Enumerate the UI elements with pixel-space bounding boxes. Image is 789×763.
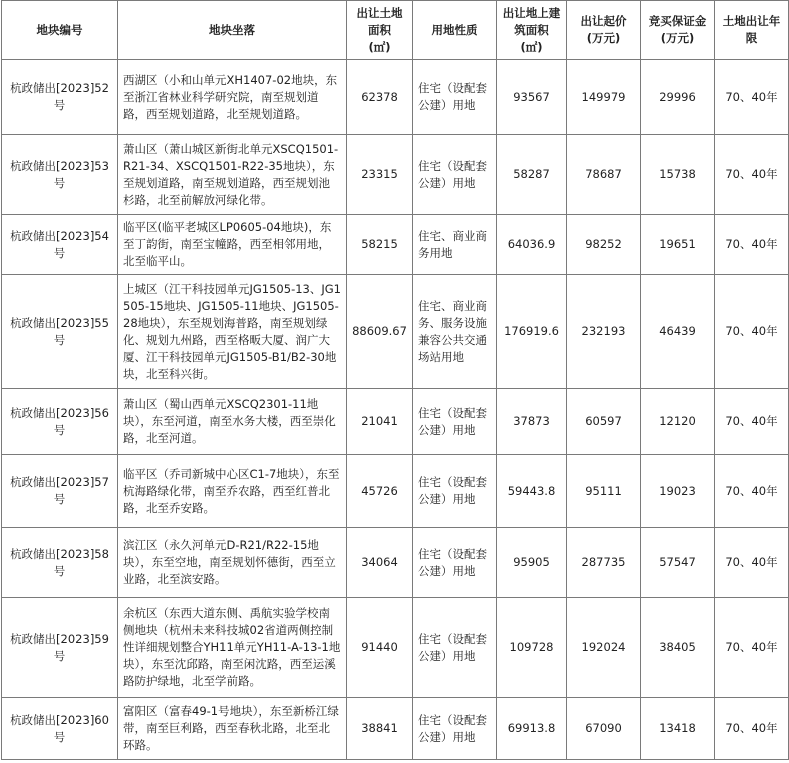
deposit-cell: 46439 — [641, 275, 715, 389]
location-cell: 余杭区（东西大道东侧、禹航实验学校南侧地块（杭州未来科技城02省道两侧控制性详细规划整合YH11单元YH11-A-13-1地块），东至沈邱路，南至闲沈路，西至运溪路防护绿地，北至学前路。 — [118, 598, 347, 698]
deposit-cell: 19023 — [641, 455, 715, 528]
area-cell: 21041 — [347, 389, 413, 455]
term-cell: 70、40年 — [715, 275, 789, 389]
start-price-cell: 98252 — [567, 215, 641, 275]
use-cell: 住宅（设配套公建）用地 — [413, 528, 497, 598]
area-cell: 62378 — [347, 60, 413, 135]
location-cell: 滨江区（永久河单元D-R21/R22-15地块），东至空地，南至规划怀德街，西至立业路，北至滨安路。 — [118, 528, 347, 598]
term-cell: 70、40年 — [715, 215, 789, 275]
table-row — [2, 215, 789, 275]
parcel-id-cell: 杭政储出[2023]60号 — [2, 698, 118, 760]
location-cell: 萧山区（蜀山西单元XSCQ2301-11地块），东至河道，南至水务大楼，西至崇化路，北至河道。 — [118, 389, 347, 455]
area-cell: 58215 — [347, 215, 413, 275]
use-cell: 住宅（设配套公建）用地 — [413, 389, 497, 455]
location-cell: 临平区（乔司新城中心区C1-7地块），东至杭海路绿化带，南至乔农路，西至红普北路，北至乔安路。 — [118, 455, 347, 528]
land-auction-table — [1, 0, 789, 760]
use-cell: 住宅（设配套公建）用地 — [413, 60, 497, 135]
location-cell: 富阳区（富春49-1号地块），东至新桥江绿带，南至巨利路，西至春秋北路，北至北环路。 — [118, 698, 347, 760]
parcel-id-cell: 杭政储出[2023]56号 — [2, 389, 118, 455]
start-price-cell: 67090 — [567, 698, 641, 760]
area-cell: 45726 — [347, 455, 413, 528]
table-row — [2, 60, 789, 135]
header-location: 地块坐落 — [118, 1, 347, 60]
table-row — [2, 455, 789, 528]
area-cell: 88609.67 — [347, 275, 413, 389]
start-price-cell: 287735 — [567, 528, 641, 598]
use-cell: 住宅（设配套公建）用地 — [413, 135, 497, 215]
building-area-cell: 109728 — [497, 598, 567, 698]
deposit-cell: 19651 — [641, 215, 715, 275]
building-area-cell: 176919.6 — [497, 275, 567, 389]
deposit-cell: 12120 — [641, 389, 715, 455]
building-area-cell: 37873 — [497, 389, 567, 455]
term-cell: 70、40年 — [715, 60, 789, 135]
table-row — [2, 698, 789, 760]
parcel-id-cell: 杭政储出[2023]57号 — [2, 455, 118, 528]
building-area-cell: 58287 — [497, 135, 567, 215]
building-area-cell: 69913.8 — [497, 698, 567, 760]
parcel-id-cell: 杭政储出[2023]58号 — [2, 528, 118, 598]
parcel-id-cell: 杭政储出[2023]52号 — [2, 60, 118, 135]
parcel-id-cell: 杭政储出[2023]53号 — [2, 135, 118, 215]
building-area-cell: 95905 — [497, 528, 567, 598]
location-cell: 西湖区（小和山单元XH1407-02地块，东至浙江省林业科学研究院，南至规划道路，西至规划道路，北至规划道路。 — [118, 60, 347, 135]
start-price-cell: 232193 — [567, 275, 641, 389]
table-row — [2, 528, 789, 598]
term-cell: 70、40年 — [715, 698, 789, 760]
start-price-cell: 60597 — [567, 389, 641, 455]
table-row — [2, 135, 789, 215]
use-cell: 住宅（设配套公建）用地 — [413, 455, 497, 528]
header-land-use: 用地性质 — [413, 1, 497, 60]
location-cell: 上城区（江干科技园单元JG1505-13、JG1505-15地块、JG1505-11地块、JG1505-28地块），东至规划海普路，南至规划绿化、规划九州路，西至格畈大厦、润广大厦、江干科技园单元JG1505-B1/B2-30地块，北至科兴街。 — [118, 275, 347, 389]
table-row — [2, 598, 789, 698]
start-price-cell: 78687 — [567, 135, 641, 215]
header-start-price: 出让起价 (万元) — [567, 1, 641, 60]
building-area-cell: 64036.9 — [497, 215, 567, 275]
deposit-cell: 29996 — [641, 60, 715, 135]
building-area-cell: 59443.8 — [497, 455, 567, 528]
start-price-cell: 149979 — [567, 60, 641, 135]
start-price-cell: 95111 — [567, 455, 641, 528]
header-parcel-id: 地块编号 — [2, 1, 118, 60]
location-cell: 临平区(临平老城区LP0605-04地块)，东至丁韵街，南至宝幢路，西至相邻用地，北至临平山。 — [118, 215, 347, 275]
term-cell: 70、40年 — [715, 389, 789, 455]
term-cell: 70、40年 — [715, 135, 789, 215]
area-cell: 91440 — [347, 598, 413, 698]
header-deposit: 竞买保证金 (万元) — [641, 1, 715, 60]
header-building-area: 出让地上建筑面积 (㎡) — [497, 1, 567, 60]
area-cell: 38841 — [347, 698, 413, 760]
parcel-id-cell: 杭政储出[2023]59号 — [2, 598, 118, 698]
deposit-cell: 57547 — [641, 528, 715, 598]
area-cell: 23315 — [347, 135, 413, 215]
term-cell: 70、40年 — [715, 455, 789, 528]
table-row — [2, 389, 789, 455]
start-price-cell: 192024 — [567, 598, 641, 698]
parcel-id-cell: 杭政储出[2023]55号 — [2, 275, 118, 389]
deposit-cell: 13418 — [641, 698, 715, 760]
term-cell: 70、40年 — [715, 528, 789, 598]
deposit-cell: 15738 — [641, 135, 715, 215]
header-land-area: 出让土地面积 (㎡) — [347, 1, 413, 60]
use-cell: 住宅、商业商务、服务设施兼容公共交通场站用地 — [413, 275, 497, 389]
building-area-cell: 93567 — [497, 60, 567, 135]
header-term: 土地出让年限 — [715, 1, 789, 60]
use-cell: 住宅（设配套公建）用地 — [413, 698, 497, 760]
area-cell: 34064 — [347, 528, 413, 598]
use-cell: 住宅（设配套公建）用地 — [413, 598, 497, 698]
term-cell: 70、40年 — [715, 598, 789, 698]
table-row — [2, 275, 789, 389]
deposit-cell: 38405 — [641, 598, 715, 698]
header-row — [2, 1, 789, 60]
location-cell: 萧山区（萧山城区新街北单元XSCQ1501-R21-34、XSCQ1501-R22-35地块），东至规划道路，南至规划道路，西至规划池杉路，北至前解放河绿化带。 — [118, 135, 347, 215]
parcel-id-cell: 杭政储出[2023]54号 — [2, 215, 118, 275]
use-cell: 住宅、商业商务用地 — [413, 215, 497, 275]
